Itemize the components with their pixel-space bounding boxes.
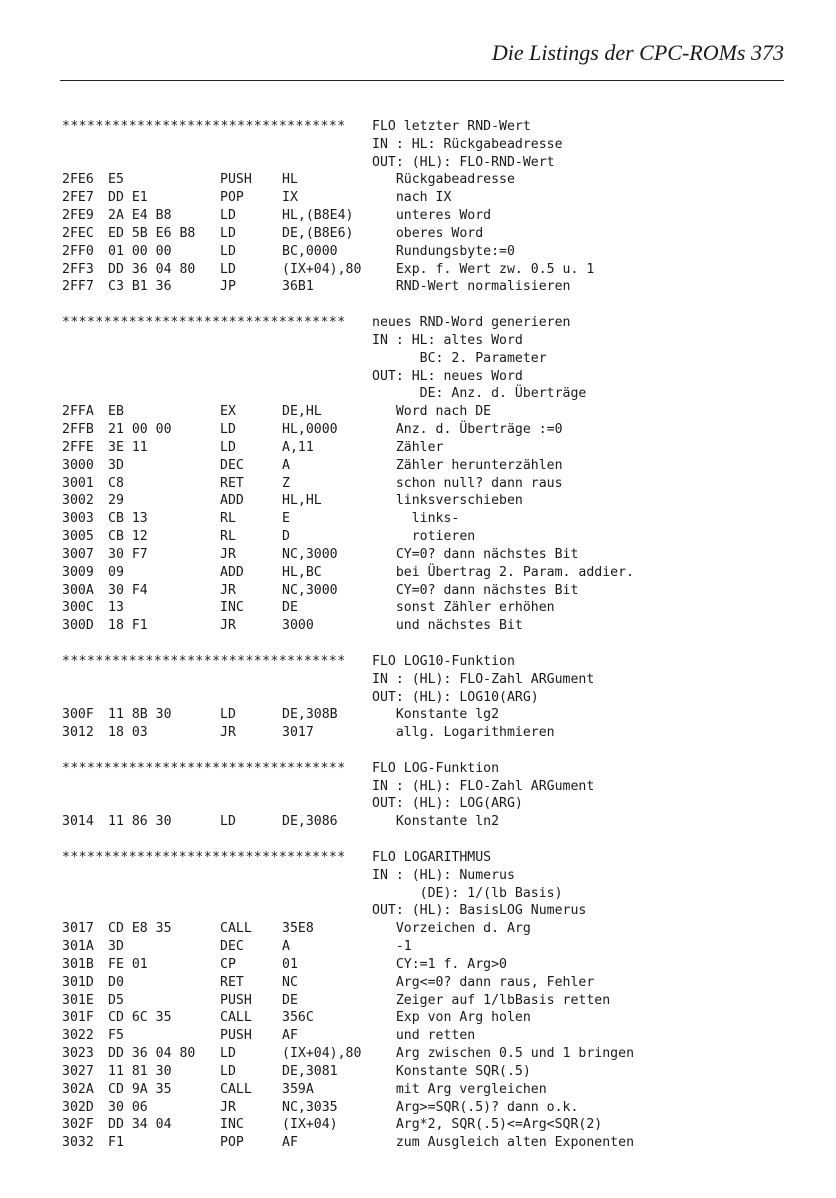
address: 2FFB [62, 422, 94, 438]
address: 3005 [62, 529, 94, 545]
opcode-bytes: E5 [108, 172, 124, 188]
mnemonic: RL [220, 511, 236, 527]
instruction-row [62, 1099, 802, 1117]
address: 3002 [62, 493, 94, 509]
comment-line [62, 902, 802, 920]
operand: DE [282, 992, 298, 1008]
operand: E [282, 511, 290, 527]
header-rule [60, 80, 784, 81]
operand: 35E8 [282, 921, 314, 937]
address: 2FE9 [62, 208, 94, 224]
opcode-bytes: CD 9A 35 [108, 1081, 172, 1097]
section-title: FLO LOG10-Funktion [372, 653, 515, 669]
address: 3022 [62, 1028, 94, 1044]
opcode-bytes: 2A E4 B8 [108, 208, 172, 224]
comment-text: CY=0? dann nächstes Bit [372, 546, 579, 562]
address: 2FE6 [62, 172, 94, 188]
comment-text: Exp von Arg holen [372, 1010, 531, 1026]
instruction-row [62, 920, 802, 938]
section-title: neues RND-Word generieren [372, 315, 571, 331]
mnemonic: CALL [220, 1081, 252, 1097]
comment-line [62, 867, 802, 885]
instruction-row [62, 528, 802, 546]
separator-stars: ********************************** [62, 315, 346, 331]
opcode-bytes: F5 [108, 1028, 124, 1044]
instruction-row [62, 582, 802, 600]
comment-text: Arg>=SQR(.5)? dann o.k. [372, 1099, 579, 1115]
opcode-bytes: 18 03 [108, 725, 148, 741]
opcode-bytes: 11 81 30 [108, 1063, 172, 1079]
opcode-bytes: DD 36 04 80 [108, 1046, 196, 1062]
comment-text: Konstante ln2 [372, 814, 500, 830]
mnemonic: LD [220, 1063, 236, 1079]
comment-text: Exp. f. Wert zw. 0.5 u. 1 [372, 261, 595, 277]
operand: 359A [282, 1081, 314, 1097]
operand: 3000 [282, 618, 314, 634]
opcode-bytes: ED 5B E6 B8 [108, 225, 196, 241]
instruction-row [62, 1081, 802, 1099]
mnemonic: JR [220, 546, 236, 562]
section-header-row [62, 314, 802, 332]
address: 3012 [62, 725, 94, 741]
mnemonic: LD [220, 208, 236, 224]
comment-text: sonst Zähler erhöhen [372, 600, 555, 616]
address: 3000 [62, 457, 94, 473]
instruction-row [62, 278, 802, 296]
instruction-row [62, 1134, 802, 1152]
operand: Z [282, 475, 290, 491]
mnemonic: JP [220, 279, 236, 295]
address: 2FEC [62, 225, 94, 241]
comment-line [62, 885, 802, 903]
comment-line [62, 778, 802, 796]
operand: (IX+04),80 [282, 1046, 362, 1062]
mnemonic: RL [220, 529, 236, 545]
operand: NC,3000 [282, 546, 338, 562]
opcode-bytes: D0 [108, 974, 124, 990]
operand: 01 [282, 956, 298, 972]
page-header-title: Die Listings der CPC-ROMs 373 [491, 40, 784, 65]
mnemonic: CP [220, 956, 236, 972]
mnemonic: CALL [220, 1010, 252, 1026]
opcode-bytes: DD E1 [108, 190, 148, 206]
instruction-row [62, 261, 802, 279]
opcode-bytes: 3D [108, 457, 124, 473]
address: 301D [62, 974, 94, 990]
mnemonic: RET [220, 475, 244, 491]
operand: NC,3000 [282, 582, 338, 598]
mnemonic: PUSH [220, 1028, 252, 1044]
address: 301A [62, 939, 94, 955]
comment-text: Zähler herunterzählen [372, 457, 563, 473]
assembly-listing [62, 118, 802, 1152]
comment-text: Rückgabeadresse [372, 172, 515, 188]
comment-line [62, 332, 802, 350]
operand: NC [282, 974, 298, 990]
opcode-bytes: 11 8B 30 [108, 707, 172, 723]
instruction-row [62, 475, 802, 493]
opcode-bytes: 30 06 [108, 1099, 148, 1115]
instruction-row [62, 974, 802, 992]
address: 2FF7 [62, 279, 94, 295]
address: 2FF3 [62, 261, 94, 277]
instruction-row [62, 724, 802, 742]
instruction-row [62, 1009, 802, 1027]
mnemonic: PUSH [220, 172, 252, 188]
instruction-row [62, 1116, 802, 1134]
section-header-row [62, 849, 802, 867]
address: 3032 [62, 1135, 94, 1151]
mnemonic: LD [220, 1046, 236, 1062]
comment-text: links- [372, 511, 460, 527]
comment-line [62, 671, 802, 689]
blank-line [62, 296, 802, 314]
opcode-bytes: 13 [108, 600, 124, 616]
blank-line [62, 742, 802, 760]
instruction-row [62, 171, 802, 189]
address: 301B [62, 956, 94, 972]
comment-line [62, 795, 802, 813]
mnemonic: LD [220, 707, 236, 723]
comment-line [62, 368, 802, 386]
opcode-bytes: C3 B1 36 [108, 279, 172, 295]
comment-text: -1 [372, 939, 412, 955]
section-title: FLO LOG-Funktion [372, 760, 500, 776]
operand: DE,(B8E6) [282, 225, 354, 241]
instruction-row [62, 992, 802, 1010]
separator-stars: ********************************** [62, 119, 346, 134]
comment-text: OUT: (HL): BasisLOG Numerus [372, 903, 587, 919]
comment-text: Zeiger auf 1/lbBasis retten [372, 992, 611, 1008]
operand: HL,BC [282, 564, 322, 580]
opcode-bytes: D5 [108, 992, 124, 1008]
comment-text: Arg zwischen 0.5 und 1 bringen [372, 1046, 635, 1062]
operand: D [282, 529, 290, 545]
operand: 36B1 [282, 279, 314, 295]
comment-text: Vorzeichen d. Arg [372, 921, 531, 937]
opcode-bytes: 21 00 00 [108, 422, 172, 438]
opcode-bytes: CD E8 35 [108, 921, 172, 937]
operand: DE,3086 [282, 814, 338, 830]
mnemonic: POP [220, 190, 244, 206]
mnemonic: DEC [220, 939, 244, 955]
instruction-row [62, 706, 802, 724]
comment-text: OUT: (HL): LOG(ARG) [372, 796, 523, 812]
instruction-row [62, 938, 802, 956]
comment-text: unteres Word [372, 208, 492, 224]
comment-text: Arg*2, SQR(.5)<=Arg<SQR(2) [372, 1117, 603, 1133]
address: 3023 [62, 1046, 94, 1062]
address: 302A [62, 1081, 94, 1097]
mnemonic: LD [220, 439, 236, 455]
separator-stars: ********************************** [62, 653, 346, 669]
comment-line [62, 385, 802, 403]
comment-text: Anz. d. Überträge :=0 [372, 422, 563, 438]
opcode-bytes: 3E 11 [108, 439, 148, 455]
operand: A [282, 457, 290, 473]
opcode-bytes: 09 [108, 564, 124, 580]
comment-text: OUT: HL: neues Word [372, 368, 523, 384]
operand: AF [282, 1135, 298, 1151]
comment-text: IN : HL: altes Word [372, 332, 523, 348]
comment-text: BC: 2. Parameter [372, 350, 547, 366]
mnemonic: INC [220, 1117, 244, 1133]
comment-text: Konstante SQR(.5) [372, 1063, 531, 1079]
mnemonic: POP [220, 1135, 244, 1151]
comment-text: CY=0? dann nächstes Bit [372, 582, 579, 598]
operand: HL [282, 172, 298, 188]
opcode-bytes: 11 86 30 [108, 814, 172, 830]
address: 3001 [62, 475, 94, 491]
operand: 356C [282, 1010, 314, 1026]
instruction-row [62, 225, 802, 243]
instruction-row [62, 1027, 802, 1045]
mnemonic: LD [220, 422, 236, 438]
comment-text: Konstante lg2 [372, 707, 500, 723]
instruction-row [62, 1063, 802, 1081]
opcode-bytes: EB [108, 404, 124, 420]
address: 300F [62, 707, 94, 723]
opcode-bytes: CB 12 [108, 529, 148, 545]
opcode-bytes: DD 34 04 [108, 1117, 172, 1133]
comment-text: rotieren [372, 529, 476, 545]
opcode-bytes: 29 [108, 493, 124, 509]
operand: A,11 [282, 439, 314, 455]
address: 302D [62, 1099, 94, 1115]
instruction-row [62, 243, 802, 261]
comment-text: OUT: (HL): FLO-RND-Wert [372, 154, 555, 170]
comment-line [62, 136, 802, 154]
section-header-row [62, 760, 802, 778]
operand: (IX+04),80 [282, 261, 362, 277]
opcode-bytes: DD 36 04 80 [108, 261, 196, 277]
instruction-row [62, 439, 802, 457]
operand: HL,HL [282, 493, 322, 509]
comment-text: RND-Wert normalisieren [372, 279, 571, 295]
comment-text: Arg<=0? dann raus, Fehler [372, 974, 595, 990]
operand: HL,0000 [282, 422, 338, 438]
mnemonic: JR [220, 582, 236, 598]
comment-text: allg. Logarithmieren [372, 725, 555, 741]
address: 301F [62, 1010, 94, 1026]
opcode-bytes: CB 13 [108, 511, 148, 527]
mnemonic: LD [220, 814, 236, 830]
address: 302F [62, 1117, 94, 1133]
instruction-row [62, 492, 802, 510]
operand: DE,3081 [282, 1063, 338, 1079]
comment-text: nach IX [372, 190, 452, 206]
opcode-bytes: 01 00 00 [108, 243, 172, 259]
comment-text: (DE): 1/(lb Basis) [372, 885, 563, 901]
address: 2FFE [62, 439, 94, 455]
mnemonic: JR [220, 1099, 236, 1115]
address: 300C [62, 600, 94, 616]
opcode-bytes: FE 01 [108, 956, 148, 972]
instruction-row [62, 207, 802, 225]
comment-text: CY:=1 f. Arg>0 [372, 956, 507, 972]
operand: DE,308B [282, 707, 338, 723]
address: 3014 [62, 814, 94, 830]
opcode-bytes: F1 [108, 1135, 124, 1151]
comment-text: zum Ausgleich alten Exponenten [372, 1135, 635, 1151]
blank-line [62, 635, 802, 653]
separator-stars: ********************************** [62, 760, 346, 776]
instruction-row [62, 421, 802, 439]
comment-line [62, 689, 802, 707]
comment-text: IN : (HL): FLO-Zahl ARGument [372, 671, 595, 687]
comment-text: IN : (HL): FLO-Zahl ARGument [372, 778, 595, 794]
blank-line [62, 831, 802, 849]
mnemonic: CALL [220, 921, 252, 937]
opcode-bytes: 18 F1 [108, 618, 148, 634]
address: 2FFA [62, 404, 94, 420]
mnemonic: LD [220, 225, 236, 241]
comment-text: und retten [372, 1028, 476, 1044]
mnemonic: JR [220, 725, 236, 741]
mnemonic: ADD [220, 493, 244, 509]
address: 2FE7 [62, 190, 94, 206]
comment-text: linksverschieben [372, 493, 523, 509]
mnemonic: RET [220, 974, 244, 990]
operand: NC,3035 [282, 1099, 338, 1115]
instruction-row [62, 457, 802, 475]
operand: DE,HL [282, 404, 322, 420]
comment-text: mit Arg vergleichen [372, 1081, 547, 1097]
instruction-row [62, 599, 802, 617]
operand: A [282, 939, 290, 955]
mnemonic: PUSH [220, 992, 252, 1008]
mnemonic: JR [220, 618, 236, 634]
address: 300A [62, 582, 94, 598]
operand: BC,0000 [282, 243, 338, 259]
comment-text: und nächstes Bit [372, 618, 523, 634]
instruction-row [62, 617, 802, 635]
opcode-bytes: C8 [108, 475, 124, 491]
section-title: FLO LOGARITHMUS [372, 849, 492, 865]
comment-text: IN : (HL): Numerus [372, 867, 515, 883]
comment-text: Zähler [372, 439, 444, 455]
instruction-row [62, 546, 802, 564]
instruction-row [62, 956, 802, 974]
operand: 3017 [282, 725, 314, 741]
instruction-row [62, 564, 802, 582]
comment-line [62, 154, 802, 172]
instruction-row [62, 1045, 802, 1063]
comment-text: oberes Word [372, 225, 484, 241]
section-title: FLO letzter RND-Wert [372, 119, 531, 134]
operand: HL,(B8E4) [282, 208, 354, 224]
address: 3017 [62, 921, 94, 937]
address: 2FF0 [62, 243, 94, 259]
operand: (IX+04) [282, 1117, 338, 1133]
address: 301E [62, 992, 94, 1008]
mnemonic: ADD [220, 564, 244, 580]
separator-stars: ********************************** [62, 849, 346, 865]
opcode-bytes: 3D [108, 939, 124, 955]
address: 3027 [62, 1063, 94, 1079]
section-header-row [62, 653, 802, 671]
mnemonic: EX [220, 404, 236, 420]
instruction-row [62, 510, 802, 528]
operand: AF [282, 1028, 298, 1044]
address: 3009 [62, 564, 94, 580]
address: 3003 [62, 511, 94, 527]
operand: DE [282, 600, 298, 616]
comment-text: Word nach DE [372, 404, 492, 420]
comment-text: bei Übertrag 2. Param. addier. [372, 564, 635, 580]
comment-text: IN : HL: Rückgabeadresse [372, 136, 563, 152]
opcode-bytes: CD 6C 35 [108, 1010, 172, 1026]
instruction-row [62, 403, 802, 421]
comment-text: Rundungsbyte:=0 [372, 243, 515, 259]
mnemonic: DEC [220, 457, 244, 473]
mnemonic: INC [220, 600, 244, 616]
address: 300D [62, 618, 94, 634]
comment-text: schon null? dann raus [372, 475, 563, 491]
opcode-bytes: 30 F4 [108, 582, 148, 598]
section-header-row [62, 118, 802, 136]
instruction-row [62, 813, 802, 831]
operand: IX [282, 190, 298, 206]
comment-line [62, 350, 802, 368]
mnemonic: LD [220, 243, 236, 259]
comment-text: DE: Anz. d. Überträge [372, 386, 587, 402]
address: 3007 [62, 546, 94, 562]
comment-text: OUT: (HL): LOG10(ARG) [372, 689, 539, 705]
instruction-row [62, 189, 802, 207]
opcode-bytes: 30 F7 [108, 546, 148, 562]
mnemonic: LD [220, 261, 236, 277]
